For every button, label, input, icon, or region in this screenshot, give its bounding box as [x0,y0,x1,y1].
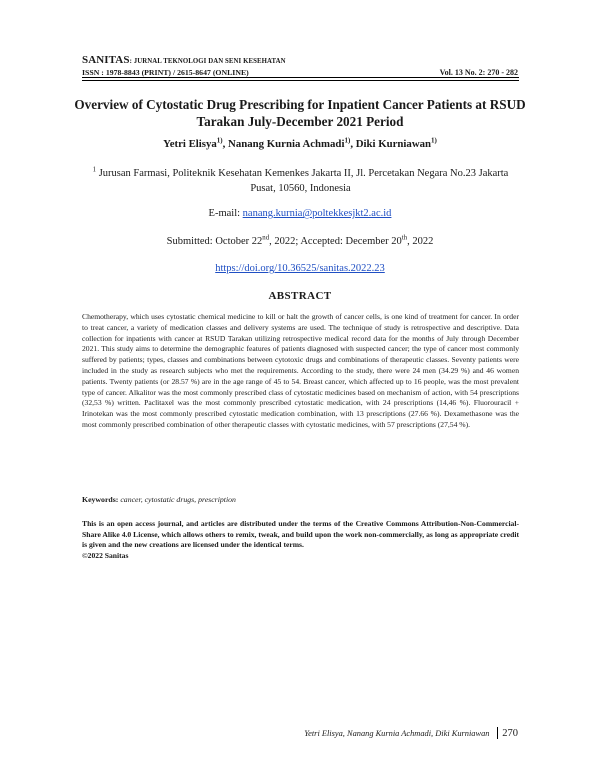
author-name: Yetri Elisya [163,138,217,150]
affiliation [82,166,519,196]
email-label: E-mail: [208,208,243,219]
issn: ISSN : 1978-8843 (PRINT) / 2615-8647 (ONLINE) [82,68,249,77]
page-number: 270 [502,727,518,739]
running-header [82,55,520,78]
accepted-text: , 2022; Accepted: December 20 [269,236,402,247]
author-affil-marker: 1) [216,136,223,145]
license-notice [82,519,519,561]
accepted-year: , 2022 [407,236,434,247]
submitted-text: Submitted: October 22 [166,236,263,247]
footer-divider [497,727,498,739]
affiliation-text: Jurusan Farmasi, Politeknik Kesehatan Kemenkes Jakarta II, Jl. Percetakan Negara No.23 Jakarta Pusat, 10560, Indonesia [98,168,509,194]
abstract-heading: ABSTRACT [268,290,332,302]
keywords-label: Keywords: [82,495,121,504]
header-rule-thin [82,80,519,81]
author-name: Diki Kurniawan [355,138,432,150]
author-name: Nanang Kurnia Achmadi [228,138,345,150]
author-list: Yetri Elisya$^{1)}$, Nanang Kurnia Achmadi$^{1)}$, Diki Kurniawan$^{1)}$ [163,136,437,150]
copyright: ©2022 Sanitas [82,550,129,560]
doi-line [70,263,530,274]
journal-name: SANITAS [82,54,130,66]
footer-authors: Yetri Elisya, Nanang Kurnia Achmadi, Diki Kurniawan [304,728,490,738]
affiliation-marker: 1 [92,166,97,174]
journal-subtitle: : JURNAL TEKNOLOGI DAN SENI KESEHATAN [129,58,286,65]
keywords-line [82,495,519,504]
page-footer [304,727,518,739]
paper-title: Overview of Cytostatic Drug Prescribing for Inpatient Cancer Patients at RSUD Tarakan July-December 2021 Period [74,97,526,129]
journal-title [82,55,520,67]
author-affil-marker: 1) [344,136,351,145]
abstract-body: Chemotherapy, which uses cytostatic chemical medicine to kill or halt the growth of cancer cells, is one kind of treatment for cancer. In order to treat cancer, a variety of medication classes and delivery systems are used. The technique of study is retrospective and descriptive. Data collection for inpatients with cancer at RSUD Tarakan utilizing retrospective medical record data for the months of July through December 2021. This study aims to determine the demographic features of patients diagnosed with suspected cancer; the type of cancer most commonly suffered by patients; types, classes and combinations between cytotoxic drugs and combinations of therapeutic classes. Seventy patients were included in the study as research subjects who met the requirements. According to the study, there were 24 men (34.29 %) and 46 women patients. Twenty patients (or 28.57 %) are in the age range of 45 to 54. Breast cancer, which affected up to 16 people, was the most prevalent type of cancer. Alkalitor was the most commonly prescribed class of cytostatic medicines based on mechanism of action, with 54 prescriptions (32,53 %) written. Paclitaxel was the most commonly prescribed cytostatic medication, with 24 prescriptions (14,46 %). Fluorouracil + Irinotekan was the most commonly prescribed cytostatic medication combination, with 13 prescriptions (27.66 %). Dexamethasone was the most commonly prescribed combination of other therapeutic classes with cytostatic medicines, with 57 prescriptions (27,54 %). [82,312,519,429]
license-text: This is an open access journal, and articles are distributed under the terms of the Creative Commons Attribution-Non-Commercial-Share Alike 4.0 License, which allows others to remix, tweak, and build upon the work non-commercially, as long as appropriate credit is given and the new creations are licensed under the identical terms. [82,519,519,550]
submission-dates [70,236,530,247]
email-line [70,208,530,219]
author-affil-marker: 1) [431,136,437,145]
keywords-value: cancer, cytostatic drugs, prescription [120,495,236,504]
header-rule [82,77,519,78]
ordinal-suffix: nd [262,234,270,242]
email-link[interactable]: nanang.kurnia@poltekkesjkt2.ac.id [242,208,392,219]
doi-link[interactable]: https://doi.org/10.36525/sanitas.2022.23 [215,263,385,274]
ordinal-suffix: th [401,234,408,242]
volume-info: Vol. 13 No. 2: 270 - 282 [439,68,518,77]
